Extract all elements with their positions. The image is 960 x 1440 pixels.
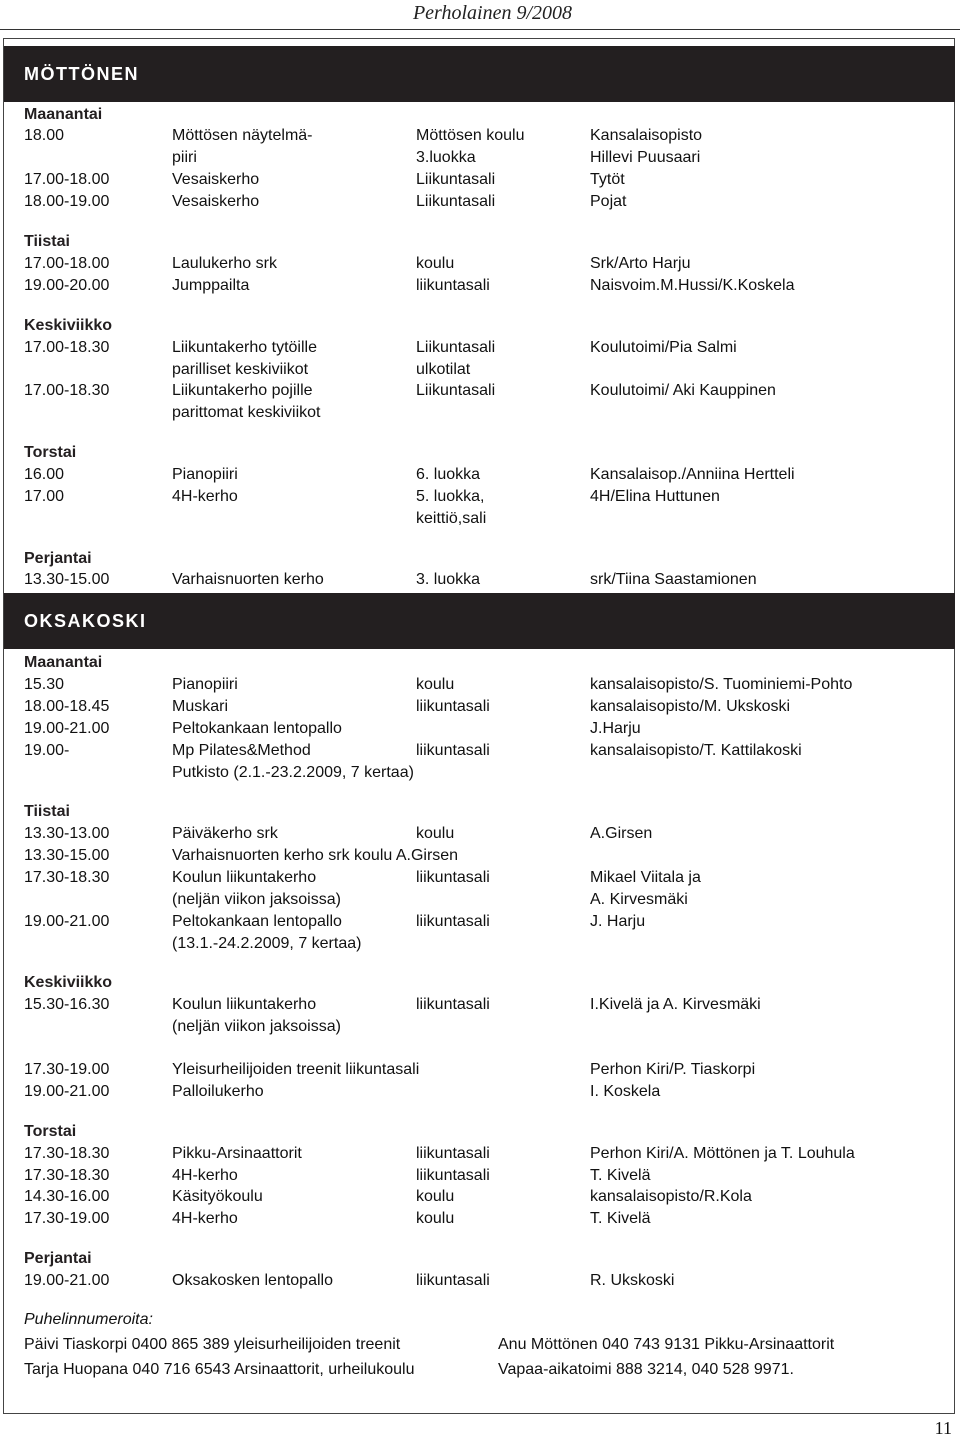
cell-organizer: Koulutoimi/ Aki Kauppinen: [590, 382, 776, 399]
cell-activity: Koulun liikuntakerho: [172, 869, 317, 886]
cell-place: liikuntasali: [416, 1145, 490, 1162]
cell-place: liikuntasali: [416, 1272, 490, 1289]
cell-organizer: Hillevi Puusaari: [590, 149, 701, 166]
cell-organizer: srk/Tiina Saastamionen: [590, 571, 757, 588]
cell-time: 19.00-21.00: [24, 1272, 110, 1289]
contact-item: Päivi Tiaskorpi 0400 865 389 yleisurheilijoiden treenit: [24, 1336, 401, 1353]
cell-activity: 4H-kerho: [172, 1210, 238, 1227]
cell-activity: (13.1.-24.2.2009, 7 kertaa): [172, 935, 362, 952]
day-heading: Keskiviikko: [24, 974, 113, 991]
cell-organizer: Srk/Arto Harju: [590, 255, 691, 272]
cell-activity: Varhaisnuorten kerho srk koulu A.Girsen: [172, 847, 459, 864]
cell-activity: Liikuntakerho tytöille: [172, 339, 317, 356]
cell-activity: Pikku-Arsinaattorit: [172, 1145, 302, 1162]
cell-time: 19.00-21.00: [24, 1083, 110, 1100]
cell-time: 16.00: [24, 466, 65, 483]
publication-header: Perholainen 9/2008: [412, 2, 572, 24]
cell-organizer: Kansalaisop./Anniina Hertteli: [590, 466, 795, 483]
cell-time: 19.00-21.00: [24, 913, 110, 930]
cell-organizer: Naisvoim.M.Hussi/K.Koskela: [590, 277, 795, 294]
cell-activity: Palloilukerho: [172, 1083, 264, 1100]
cell-organizer: Perhon Kiri/A. Möttönen ja T. Louhula: [590, 1145, 855, 1162]
cell-place: koulu: [416, 825, 455, 842]
cell-organizer: A.Girsen: [590, 825, 653, 842]
cell-activity: Möttösen näytelmä-: [172, 127, 313, 144]
cell-organizer: Pojat: [590, 193, 627, 210]
cell-organizer: R. Ukskoski: [590, 1272, 675, 1289]
cell-activity: Peltokankaan lentopallo: [172, 913, 342, 930]
cell-time: 19.00-20.00: [24, 277, 110, 294]
cell-time: 17.30-18.30: [24, 869, 110, 886]
cell-organizer: Tytöt: [590, 171, 625, 188]
cell-time: 18.00-18.45: [24, 698, 110, 715]
section-title: MÖTTÖNEN: [24, 64, 139, 84]
cell-place: liikuntasali: [416, 698, 490, 715]
cell-organizer: 4H/Elina Huttunen: [590, 488, 720, 505]
cell-activity: (neljän viikon jaksoissa): [172, 891, 341, 908]
contact-item: Vapaa-aikatoimi 888 3214, 040 528 9971.: [498, 1361, 794, 1378]
cell-time: 13.30-15.00: [24, 847, 110, 864]
cell-time: 18.00: [24, 127, 65, 144]
cell-time: 17.00: [24, 488, 65, 505]
contact-item: Anu Möttönen 040 743 9131 Pikku-Arsinaattorit: [498, 1336, 835, 1353]
cell-time: 17.00-18.30: [24, 339, 110, 356]
cell-organizer: Kansalaisopisto: [590, 127, 703, 144]
cell-time: 17.00-18.00: [24, 171, 110, 188]
cell-time: 17.30-19.00: [24, 1061, 110, 1078]
cell-activity: Putkisto (2.1.-23.2.2009, 7 kertaa): [172, 764, 414, 781]
cell-activity: Varhaisnuorten kerho: [172, 571, 324, 588]
cell-organizer: A. Kirvesmäki: [590, 891, 688, 908]
cell-activity: Vesaiskerho: [172, 193, 260, 210]
cell-activity: Muskari: [172, 698, 229, 715]
cell-activity: Pianopiiri: [172, 676, 238, 693]
day-heading: Maanantai: [24, 106, 103, 123]
cell-activity: Peltokankaan lentopallo: [172, 720, 342, 737]
cell-activity: 4H-kerho: [172, 488, 238, 505]
cell-time: 19.00-21.00: [24, 720, 110, 737]
cell-time: 17.00-18.30: [24, 382, 110, 399]
cell-activity: Pianopiiri: [172, 466, 238, 483]
cell-place: 3.luokka: [416, 149, 476, 166]
schedule-frame: [3, 38, 955, 1414]
day-heading: Maanantai: [24, 654, 103, 671]
cell-place: koulu: [416, 676, 455, 693]
day-heading: Perjantai: [24, 550, 92, 567]
cell-place: 5. luokka,: [416, 488, 485, 505]
cell-time: 17.30-18.30: [24, 1167, 110, 1184]
day-heading: Tiistai: [24, 233, 70, 250]
cell-activity: Käsityökoulu: [172, 1188, 263, 1205]
cell-organizer: kansalaisopisto/R.Kola: [590, 1188, 752, 1205]
cell-place: Liikuntasali: [416, 193, 496, 210]
cell-organizer: Koulutoimi/Pia Salmi: [590, 339, 737, 356]
cell-place: liikuntasali: [416, 742, 490, 759]
day-heading: Perjantai: [24, 1250, 92, 1267]
cell-time: 18.00-19.00: [24, 193, 110, 210]
section-header-bar: [4, 593, 955, 649]
cell-activity: piiri: [172, 149, 197, 166]
cell-organizer: kansalaisopisto/M. Ukskoski: [590, 698, 791, 715]
cell-place: liikuntasali: [416, 1167, 490, 1184]
cell-time: 19.00-: [24, 742, 70, 759]
cell-time: 15.30: [24, 676, 65, 693]
day-heading: Keskiviikko: [24, 317, 113, 334]
cell-place: 3. luokka: [416, 571, 481, 588]
cell-time: 13.30-13.00: [24, 825, 110, 842]
cell-time: 14.30-16.00: [24, 1188, 110, 1205]
cell-place: koulu: [416, 1210, 455, 1227]
cell-organizer: I. Koskela: [590, 1083, 661, 1100]
cell-place: ulkotilat: [416, 361, 471, 378]
cell-organizer: kansalaisopisto/S. Tuominiemi-Pohto: [590, 676, 853, 693]
cell-place: liikuntasali: [416, 913, 490, 930]
cell-time: 15.30-16.30: [24, 996, 110, 1013]
cell-time: 17.30-19.00: [24, 1210, 110, 1227]
cell-time: 17.00-18.00: [24, 255, 110, 272]
cell-place: keittiö,sali: [416, 510, 487, 527]
contacts-title: Puhelinnumeroita:: [24, 1311, 153, 1328]
cell-activity: Liikuntakerho pojille: [172, 382, 313, 399]
cell-activity: Mp Pilates&Method: [172, 742, 311, 759]
cell-time: 17.30-18.30: [24, 1145, 110, 1162]
cell-place: liikuntasali: [416, 996, 490, 1013]
cell-place: Möttösen koulu: [416, 127, 525, 144]
cell-organizer: T. Kivelä: [590, 1167, 651, 1184]
contact-item: Tarja Huopana 040 716 6543 Arsinaattorit, urheilukoulu: [24, 1361, 415, 1378]
cell-organizer: I.Kivelä ja A. Kirvesmäki: [590, 996, 761, 1013]
cell-activity: Jumppailta: [172, 277, 250, 294]
cell-activity: Yleisurheilijoiden treenit liikuntasali: [172, 1061, 420, 1078]
cell-activity: Päiväkerho srk: [172, 825, 278, 842]
cell-organizer: J.Harju: [590, 720, 641, 737]
cell-activity: parittomat keskiviikot: [172, 404, 321, 421]
cell-organizer: Perhon Kiri/P. Tiaskorpi: [590, 1061, 756, 1078]
cell-place: Liikuntasali: [416, 171, 496, 188]
day-heading: Torstai: [24, 444, 77, 461]
cell-place: 6. luokka: [416, 466, 481, 483]
cell-organizer: J. Harju: [590, 913, 646, 930]
header-rule: [0, 29, 960, 30]
cell-organizer: kansalaisopisto/T. Kattilakoski: [590, 742, 802, 759]
cell-organizer: Mikael Viitala ja: [590, 869, 701, 886]
cell-activity: parilliset keskiviikot: [172, 361, 309, 378]
cell-organizer: T. Kivelä: [590, 1210, 651, 1227]
cell-place: liikuntasali: [416, 869, 490, 886]
cell-activity: Laulukerho srk: [172, 255, 277, 272]
cell-activity: Oksakosken lentopallo: [172, 1272, 333, 1289]
cell-activity: Koulun liikuntakerho: [172, 996, 317, 1013]
cell-activity: Vesaiskerho: [172, 171, 260, 188]
page-number: 11: [934, 1418, 952, 1438]
section-title: OKSAKOSKI: [24, 611, 147, 631]
cell-time: 13.30-15.00: [24, 571, 110, 588]
day-heading: Torstai: [24, 1123, 77, 1140]
day-heading: Tiistai: [24, 803, 70, 820]
cell-activity: 4H-kerho: [172, 1167, 238, 1184]
cell-activity: (neljän viikon jaksoissa): [172, 1018, 341, 1035]
cell-place: Liikuntasali: [416, 382, 496, 399]
cell-place: koulu: [416, 1188, 455, 1205]
section-header-bar: [4, 46, 955, 102]
cell-place: koulu: [416, 255, 455, 272]
cell-place: liikuntasali: [416, 277, 490, 294]
cell-place: Liikuntasali: [416, 339, 496, 356]
